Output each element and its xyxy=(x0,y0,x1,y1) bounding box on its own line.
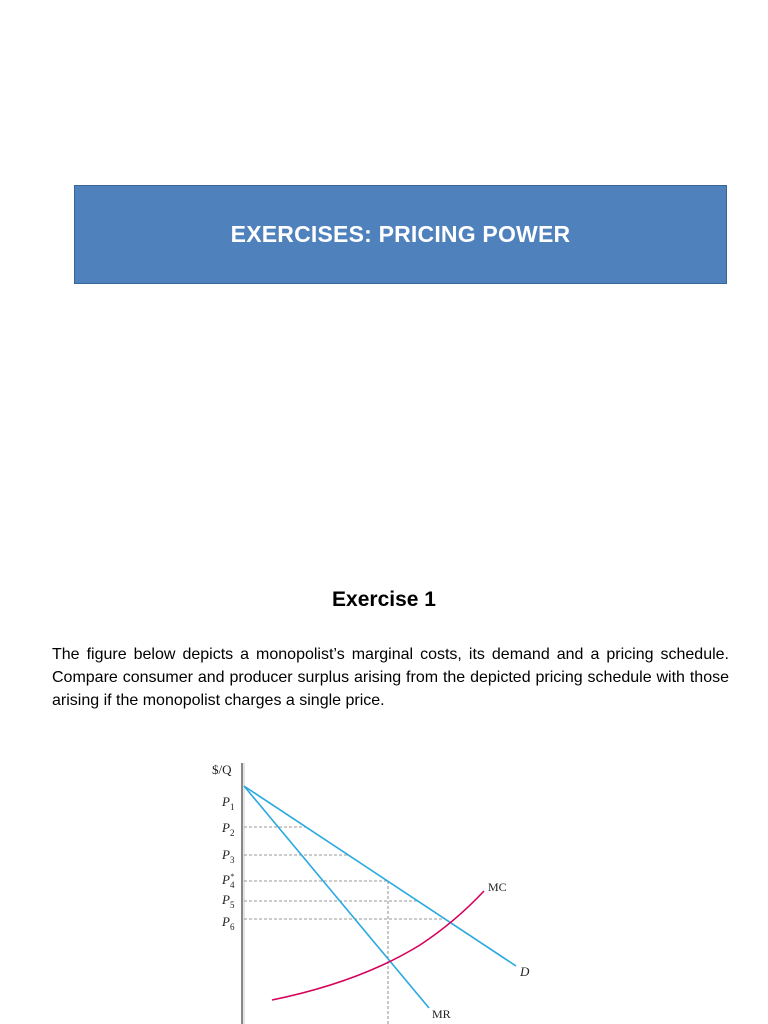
exercise-description: The figure below depicts a monopolist’s marginal costs, its demand and a pricing schedule. Compare consumer and producer surplus arising from the depicted pricing schedule with those arising if the monopolist charges a single price. xyxy=(52,646,729,709)
exercise-title: Exercise 1 xyxy=(332,588,436,611)
demand-label: D xyxy=(520,964,530,979)
marginal-cost-curve xyxy=(272,891,484,1000)
price-label-2: $P_2$ xyxy=(222,820,235,838)
price-label-4: P* 4 xyxy=(222,872,235,890)
price-guides xyxy=(244,827,446,1024)
price-labels xyxy=(221,794,235,932)
demand-curve xyxy=(244,786,516,966)
page-title: EXERCISES: PRICING POWER xyxy=(230,221,571,247)
mr-label: MR xyxy=(432,1007,451,1021)
price-label-5: $P_5$ xyxy=(222,892,235,910)
price-label-1: $P_1$ xyxy=(222,794,235,812)
y-axis-label: $/Q xyxy=(212,762,232,777)
mc-label: MC xyxy=(488,880,507,894)
price-label-6: $P_6$ xyxy=(222,914,235,932)
marginal-revenue-curve xyxy=(244,786,429,1008)
price-label-3: $P_3$ xyxy=(222,847,235,865)
